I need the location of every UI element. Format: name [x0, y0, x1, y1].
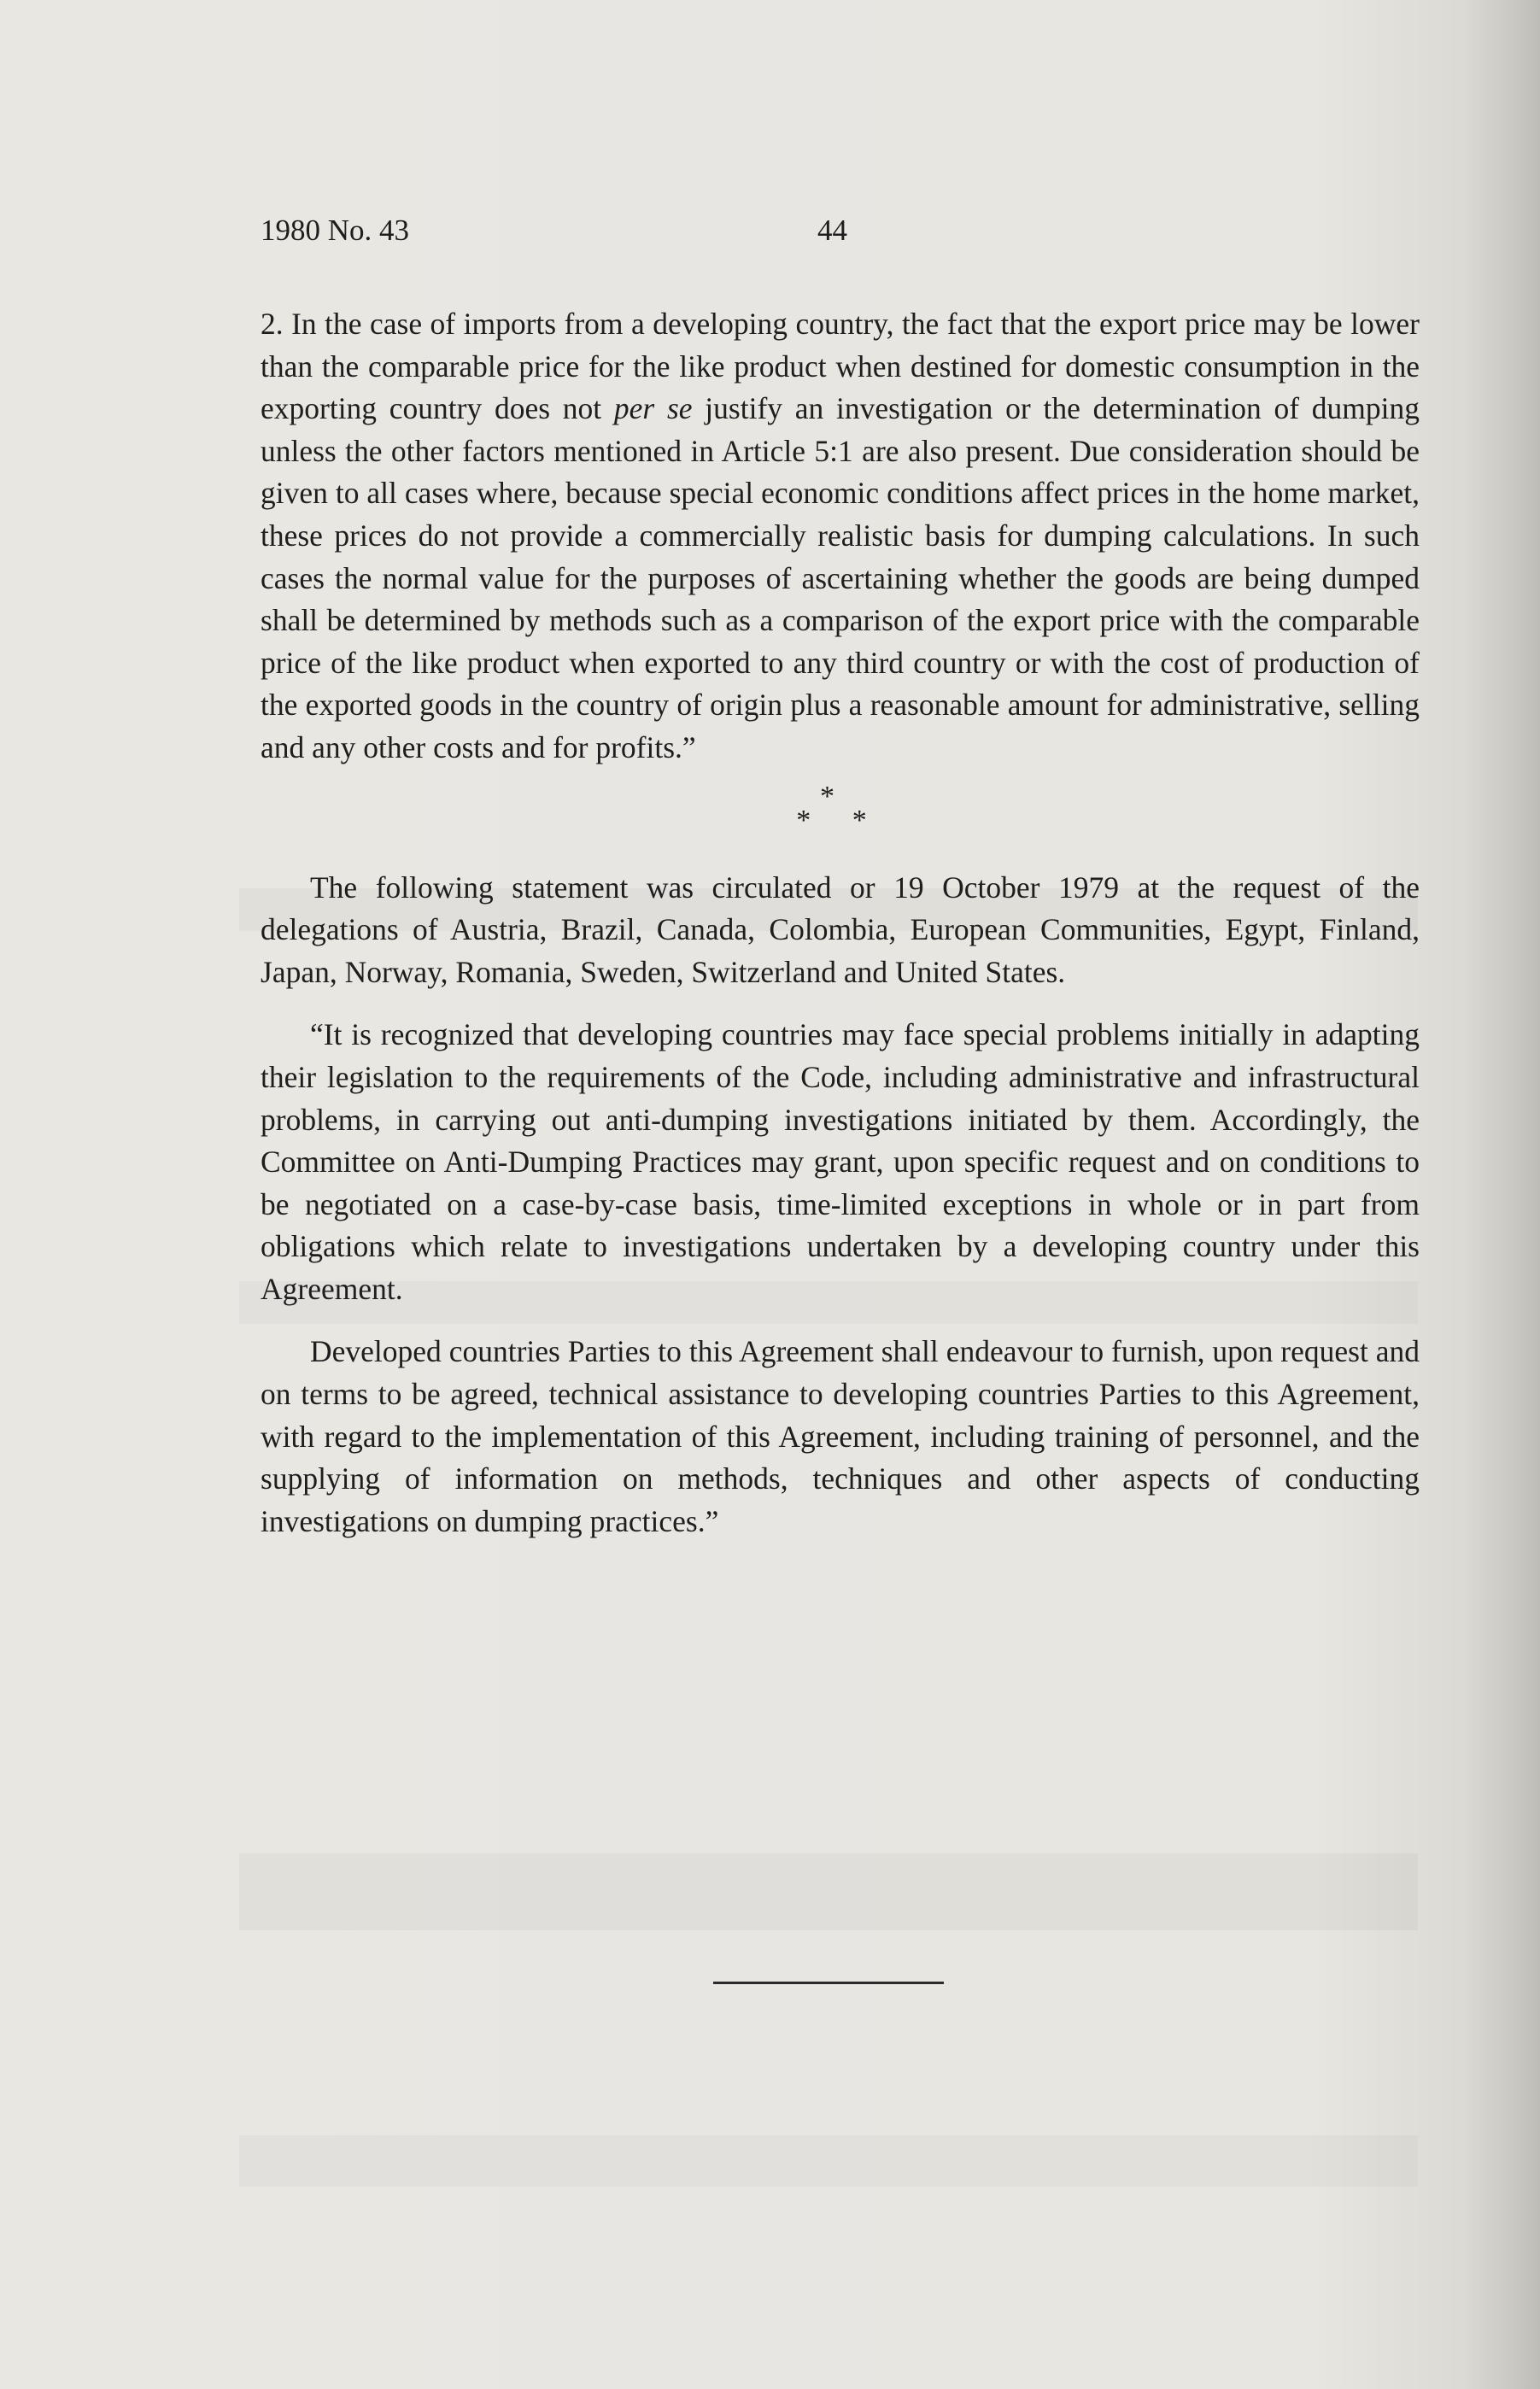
body-text	[261, 303, 1420, 1543]
paragraph-article-2	[261, 303, 1420, 770]
separator-asterisks-bottom: * *	[796, 804, 884, 836]
paragraph-rest-text: justify an investigation or the determination of dumping unless the other factors mentioned in Article 5:1 are also present. Due consideration should be given to all cases where, because special economic conditions affect prices in the home market, these prices do not provide a commercially realistic basis for dumping calculations. In such cases the normal value for the purposes of ascertaining whether the goods are being dumped shall be determined by methods such as a comparison of the export price with the comparable price of the like product when exported to any third country or with the cost of production of the exported goods in the country of origin plus a reasonable amount for administrative, selling and any other costs and for profits.”	[261, 391, 1420, 764]
paragraph-quote-1: “It is recognized that developing countries may face special problems initially in adapting their legislation to the requirements of the Code, including administrative and infrastructural problems, in carrying out anti-dumping investigations initiated by them. Accordingly, the Committee on Anti-Dumping Practices may grant, upon specific request and on conditions to be negotiated on a case-by-case basis, time-limited exceptions in whole or in part from obligations which relate to investigations undertaken by a developing country under this Agreement.	[261, 1017, 1420, 1306]
paragraph-quote-2: Developed countries Parties to this Agreement shall endeavour to furnish, upon request and on terms to be agreed, technical assistance to developing countries Parties to this Agreement, with regard to the implementation of this Agreement, including training of personnel, and the supplying of information on methods, techniques and other aspects of conducting investigations on dumping practices.”	[261, 1334, 1420, 1538]
show-through-band	[239, 1853, 1418, 1930]
show-through-band	[239, 2135, 1418, 2187]
page-number: 44	[817, 214, 847, 247]
section-separator	[261, 770, 1420, 867]
document-reference: 1980 No. 43	[261, 214, 410, 247]
separator-asterisk-top: *	[820, 780, 852, 812]
closing-rule	[713, 1982, 944, 1984]
page-header	[261, 214, 1422, 256]
paragraph-statement-intro: The following statement was circulated or 19 October 1979 at the request of the delegations of Austria, Brazil, Canada, Colombia, European Communities, Egypt, Finland, Japan, Norway, Romania, Sweden, Switzerland and United States.	[261, 870, 1420, 989]
paragraph-gap	[261, 993, 1420, 1014]
page-spine-shadow	[1463, 0, 1540, 2389]
italic-term: per se	[613, 391, 693, 426]
paragraph-gap	[261, 1310, 1420, 1331]
paragraph-lead-text: 2. In the case of imports from a developing country, the fact that the export price may be lower than the comparable price for the like product when destined for domestic consumption in the exporting country does not	[261, 307, 1420, 426]
